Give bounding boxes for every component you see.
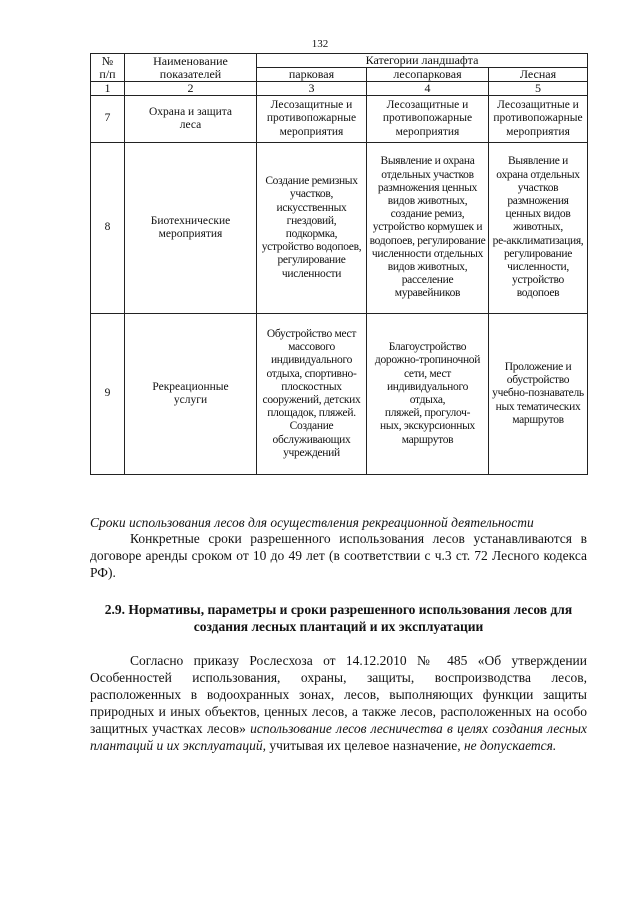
paragraph-text: учитывая их целевое назначение, bbox=[269, 738, 461, 753]
paragraph-italic-text: не допускается. bbox=[463, 738, 557, 753]
paragraph-italic-text: использование лесов лесничества в целях создания лесных плантаций и их эксплуатаций, bbox=[90, 721, 587, 753]
paragraph-text: Согласно приказу Рослесхоза от 14.12.2010 № 485 «Об утверждении Особенностей использования, охраны, защиты, воспроизводства лесов, расположенных в водоохранных зонах, лесов, выполняющих функции защиты природных и иных объектов, ценных лесов, а также лесов, расположенных на особо защитных участках лесов» bbox=[90, 653, 587, 736]
header-number: № п/п bbox=[91, 54, 125, 82]
table-index-row bbox=[91, 82, 588, 96]
header-forest: Лесная bbox=[489, 68, 588, 82]
table-row bbox=[91, 314, 588, 475]
section-heading: 2.9. Нормативы, параметры и сроки разрешенного использования лесов для создания лесных плантаций и их эксплуатации bbox=[104, 602, 573, 634]
italic-subheading: Сроки использования лесов для осуществления рекреационной деятельности bbox=[90, 515, 534, 530]
table-header-row bbox=[91, 54, 588, 68]
header-landscape-categories: Категории ландшафта bbox=[257, 54, 588, 68]
cell-park: Создание ремизных участков, искусственных гнездовий, подкормка, устройство водопоев, регулирование численности bbox=[257, 143, 367, 314]
row-number: 8 bbox=[91, 143, 125, 314]
cell-forest-park: Лесозащитные и противопожарные мероприятия bbox=[367, 96, 489, 143]
index-cell: 4 bbox=[367, 82, 489, 96]
cell-park: Обустройство мест массового индивидуального отдыха, спортивно- плоскостных сооружений, детских площадок, пляжей. Создание обслуживающих учреждений bbox=[257, 314, 367, 475]
index-cell: 5 bbox=[489, 82, 588, 96]
header-park: парковая bbox=[257, 68, 367, 82]
header-indicator-name: Наименование показателей bbox=[125, 54, 257, 82]
index-cell: 1 bbox=[91, 82, 125, 96]
row-number: 9 bbox=[91, 314, 125, 475]
index-cell: 3 bbox=[257, 82, 367, 96]
cell-park: Лесозащитные и противопожарные мероприятия bbox=[257, 96, 367, 143]
row-indicator: Биотехнические мероприятия bbox=[125, 143, 257, 314]
row-indicator: Рекреационные услуги bbox=[125, 314, 257, 475]
cell-forest-park: Выявление и охрана отдельных участков размножения ценных видов животных, создание ремиз, устройство кормушек и водопоев, регулирование численности отдельных видов животных, расселение муравейников bbox=[367, 143, 489, 314]
cell-forest: Лесозащитные и противопожарные мероприятия bbox=[489, 96, 588, 143]
table-row bbox=[91, 143, 588, 314]
row-number: 7 bbox=[91, 96, 125, 143]
index-cell: 2 bbox=[125, 82, 257, 96]
cell-forest: Выявление и охрана отдельных участков размножения ценных видов животных, ре-акклиматизация, регулирование численности, устройство водопоев bbox=[489, 143, 588, 314]
table-row bbox=[91, 96, 588, 143]
landscape-categories-table bbox=[90, 53, 588, 475]
paragraph-lease-terms: Конкретные сроки разрешенного использования лесов устанавливаются в договоре аренды сроком от 10 до 49 лет (в соответствии с ч.3 ст. 72 Лесного кодекса РФ). bbox=[90, 531, 587, 580]
header-forest-park: лесопарковая bbox=[367, 68, 489, 82]
cell-forest: Проложение и обустройство учебно-познаватель ных тематических маршрутов bbox=[489, 314, 588, 475]
page-number: 132 bbox=[311, 38, 329, 50]
row-indicator: Охрана и защита леса bbox=[125, 96, 257, 143]
paragraph-order bbox=[90, 652, 587, 754]
cell-forest-park: Благоустройство дорожно-тропиночной сети, мест индивидуального отдыха, пляжей, прогулоч- ных, экскурсионных маршрутов bbox=[367, 314, 489, 475]
